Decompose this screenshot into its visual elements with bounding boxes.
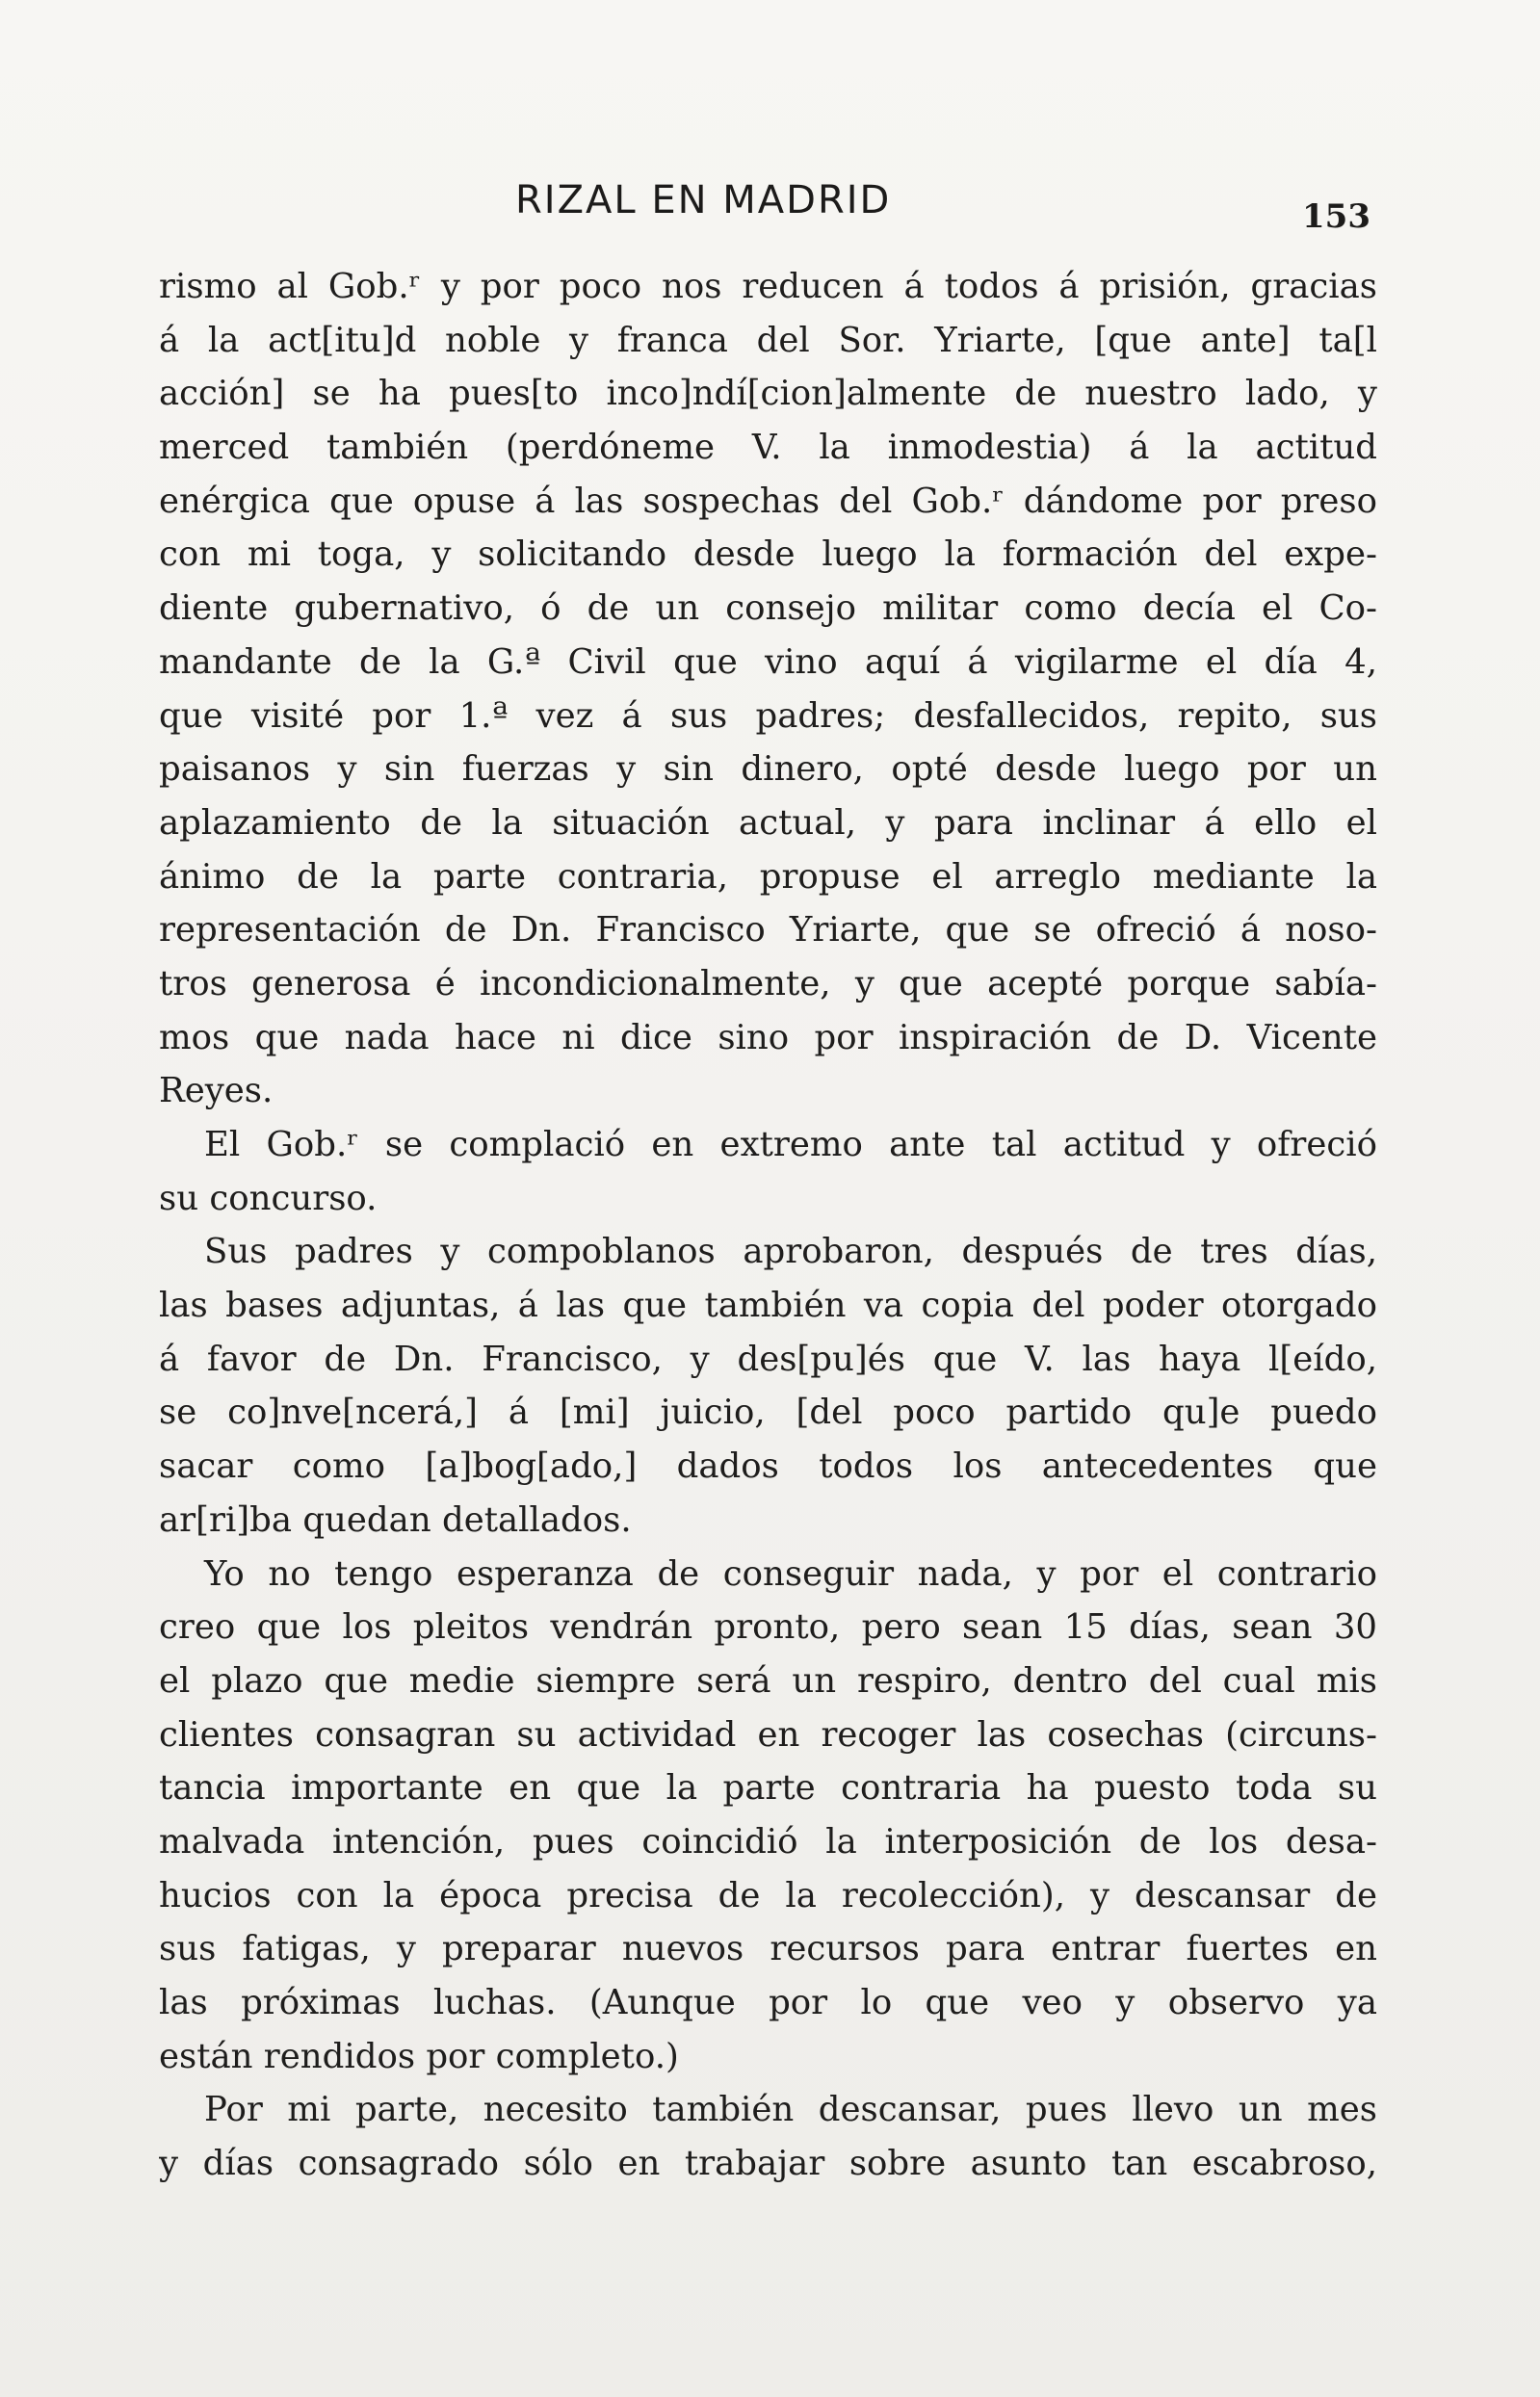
text-line: representación de Dn. Francisco Yriarte, que se ofreció á noso- — [159, 910, 1377, 951]
text-line: merced también (perdóneme V. la inmodestia) á la actitud — [159, 428, 1377, 468]
text-line: Yo no tengo esperanza de conseguir nada, y por el contrario — [204, 1553, 1377, 1594]
text-line: ar[ri]ba quedan detallados. — [159, 1499, 632, 1540]
text-line: el plazo que medie siempre será un respiro, dentro del cual mis — [159, 1660, 1377, 1701]
text-line: tros generosa é incondicionalmente, y que acepté porque sabía- — [159, 963, 1377, 1003]
text-line: mandante de la G.ª Civil que vino aquí á vigilarme el día 4, — [159, 641, 1377, 682]
body-text — [159, 260, 1377, 2191]
text-line: están rendidos por completo.) — [159, 2036, 679, 2076]
text-line: acción] se ha pues[to inco]ndí[cion]almente de nuestro lado, y — [159, 374, 1377, 414]
text-line: hucios con la época precisa de la recolección), y descansar de — [159, 1875, 1377, 1915]
text-line: sus fatigas, y preparar nuevos recursos para entrar fuertes en — [159, 1929, 1377, 1969]
text-line: con mi toga, y solicitando desde luego la formación del expe- — [159, 534, 1377, 575]
text-line: malvada intención, pues coincidió la interposición de los desa- — [159, 1821, 1377, 1862]
text-line: Por mi parte, necesito también descansar, pues llevo un mes — [204, 2090, 1377, 2130]
text-line: que visité por 1.ª vez á sus padres; desfallecidos, repito, sus — [159, 695, 1377, 736]
text-line: paisanos y sin fuerzas y sin dinero, opté desde luego por un — [159, 749, 1377, 790]
page-number: 153 — [1302, 197, 1370, 236]
text-line: se co]nve[ncerá,] á [mi] juicio, [del poco partido qu]e puedo — [159, 1393, 1377, 1433]
text-line: aplazamiento de la situación actual, y para inclinar á ello el — [159, 802, 1377, 843]
text-line: su concurso. — [159, 1178, 378, 1218]
running-title: RIZAL EN MADRID — [515, 178, 892, 222]
text-line: las próximas luchas. (Aunque por lo que veo y observo ya — [159, 1983, 1377, 2022]
text-line: enérgica que opuse á las sospechas del Gob.ʳ dándome por preso — [159, 481, 1377, 521]
text-line: sacar como [a]bog[ado,] dados todos los antecedentes que — [159, 1446, 1377, 1487]
text-line: á la act[itu]d noble y franca del Sor. Yriarte, [que ante] ta[l — [159, 320, 1377, 360]
text-line: Sus padres y compoblanos aprobaron, después de tres días, — [204, 1232, 1377, 1272]
text-line: ánimo de la parte contraria, propuse el arreglo mediante la — [159, 856, 1377, 897]
text-line: El Gob.ʳ se complació en extremo ante tal actitud y ofreció — [204, 1125, 1377, 1164]
text-line: Reyes. — [159, 1071, 274, 1111]
text-line: y días consagrado sólo en trabajar sobre asunto tan escabroso, — [159, 2144, 1377, 2184]
text-line: á favor de Dn. Francisco, y des[pu]és que V. las haya l[eído, — [159, 1339, 1377, 1379]
text-line: clientes consagran su actividad en recoger las cosechas (circuns- — [159, 1714, 1377, 1755]
text-line: rismo al Gob.ʳ y por poco nos reducen á todos á prisión, gracias — [159, 267, 1377, 306]
text-line: tancia importante en que la parte contraria ha puesto toda su — [159, 1768, 1377, 1809]
text-line: creo que los pleitos vendrán pronto, pero sean 15 días, sean 30 — [159, 1607, 1377, 1648]
text-line: mos que nada hace ni dice sino por inspiración de D. Vicente — [159, 1017, 1377, 1057]
text-line: diente gubernativo, ó de un consejo militar como decía el Co- — [159, 588, 1377, 629]
text-line: las bases adjuntas, á las que también va copia del poder otorgado — [159, 1286, 1377, 1326]
